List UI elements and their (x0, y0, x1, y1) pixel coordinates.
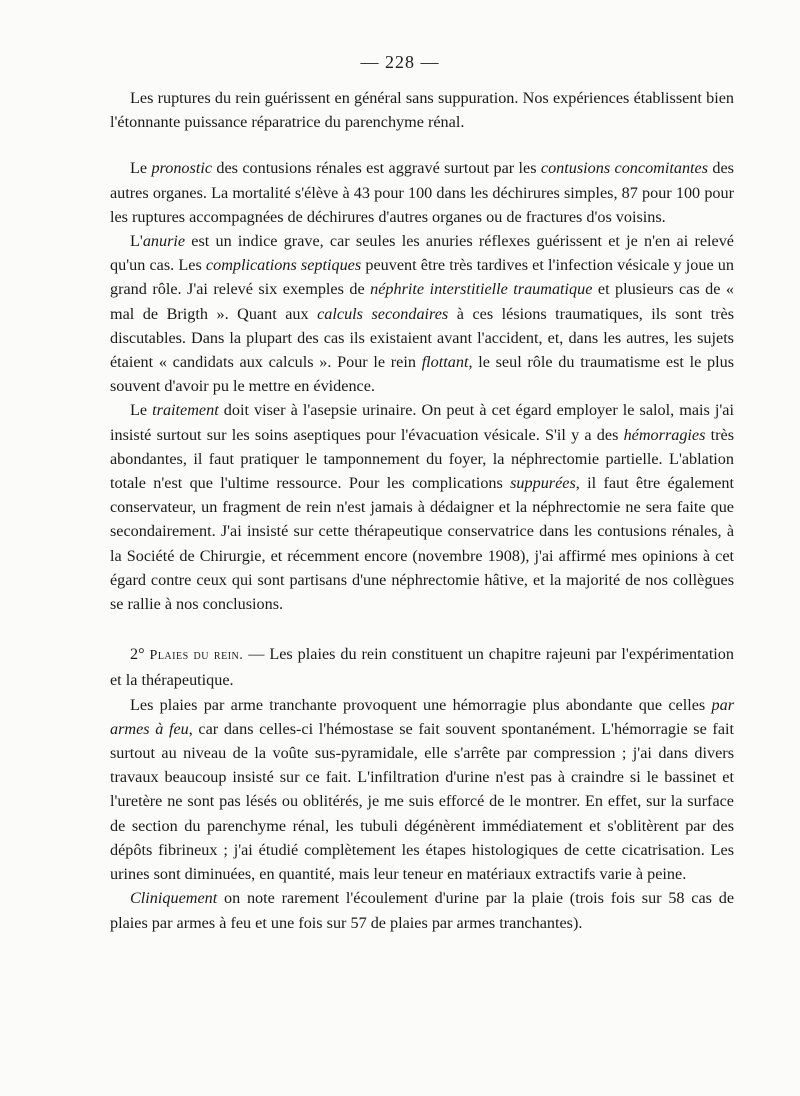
page-body (110, 86, 734, 935)
paragraph-traitement: Le traitement doit viser à l'asepsie urinaire. On peut à cet égard employer le salol, mais j'ai insisté surtout sur les soins aseptiques pour l'évacuation vésicale. S'il y a des hémorragies très abondantes, il faut pratiquer le tamponnement du foyer, la néphrectomie partielle. L'ablation totale n'est que l'ultime ressource. Pour les complications suppurées, il faut être également conservateur, un fragment de rein n'est jamais à dédaigner et la néphrectomie ne sera faite que secondairement. J'ai insisté sur cette thérapeutique conservatrice dans les contusions rénales, à la Société de Chirurgie, et récemment encore (novembre 1908), j'ai affirmé mes opinions à cet égard contre ceux qui sont partisans d'une néphrectomie hâtive, et la majorité de nos collègues se rallie à nos conclusions. (110, 401, 734, 614)
paragraph-ruptures: Les ruptures du rein guérissent en général sans suppuration. Nos expériences établissent bien l'étonnante puissance réparatrice du parenchyme rénal. (110, 89, 734, 132)
page-number: — 228 — (360, 52, 440, 72)
paragraph-cliniquement: Cliniquement on note rarement l'écoulement d'urine par la plaie (trois fois sur 58 cas de plaies par armes à feu et une fois sur 57 de plaies par armes tranchantes). (110, 889, 734, 932)
paragraph-plaies-tranchantes: Les plaies par arme tranchante provoquent une hémorragie plus abondante que celles par armes à feu, car dans celles-ci l'hémostase se fait souvent spontanément. L'hémorragie se fait surtout au niveau de la voûte sus-pyramidale, elle s'arrête par compression ; j'ai dans divers travaux beaucoup insisté sur ce fait. L'infiltration d'urine n'est pas à craindre si le bassinet et l'uretère ne sont pas lésés ou oblitérés, je me suis efforcé de le montrer. En effet, sur la surface de section du parenchyme rénal, les tubuli dégénèrent immédiatement et s'oblitèrent par des dépôts fibrineux ; j'ai étudié complètement les étapes histologiques de cette cicatrisation. Les urines sont diminuées, en quantité, mais leur teneur en matériaux extractifs varie à peine. (110, 695, 734, 884)
section-heading-plaies-du-rein: 2° Plaies du rein. — Les plaies du rein constituent un chapitre rajeuni par l'expérimentation et la thérapeutique. (110, 645, 734, 690)
paragraph-pronostic: Le pronostic des contusions rénales est aggravé surtout par les contusions concomitantes des autres organes. La mortalité s'élève à 43 pour 100 dans les déchirures simples, 87 pour 100 pour les ruptures accompagnées de déchirures d'autres organes ou de fractures d'os voisins. (110, 159, 734, 226)
paragraph-anurie: L'anurie est un indice grave, car seules les anuries réflexes guérissent et je n'en ai relevé qu'un cas. Les complications septiques peuvent être très tardives et l'infection vésicale y joue un grand rôle. J'ai relevé six exemples de néphrite interstitielle traumatique et plusieurs cas de « mal de Brigth ». Quant aux calculs secondaires à ces lésions traumatiques, ils sont très discutables. Dans la plupart des cas ils existaient avant l'accident, et, dans les autres, les sujets étaient « candidats aux calculs ». Pour le rein flottant, le seul rôle du traumatisme est le plus souvent d'avoir pu le mettre en évidence. (110, 232, 735, 396)
